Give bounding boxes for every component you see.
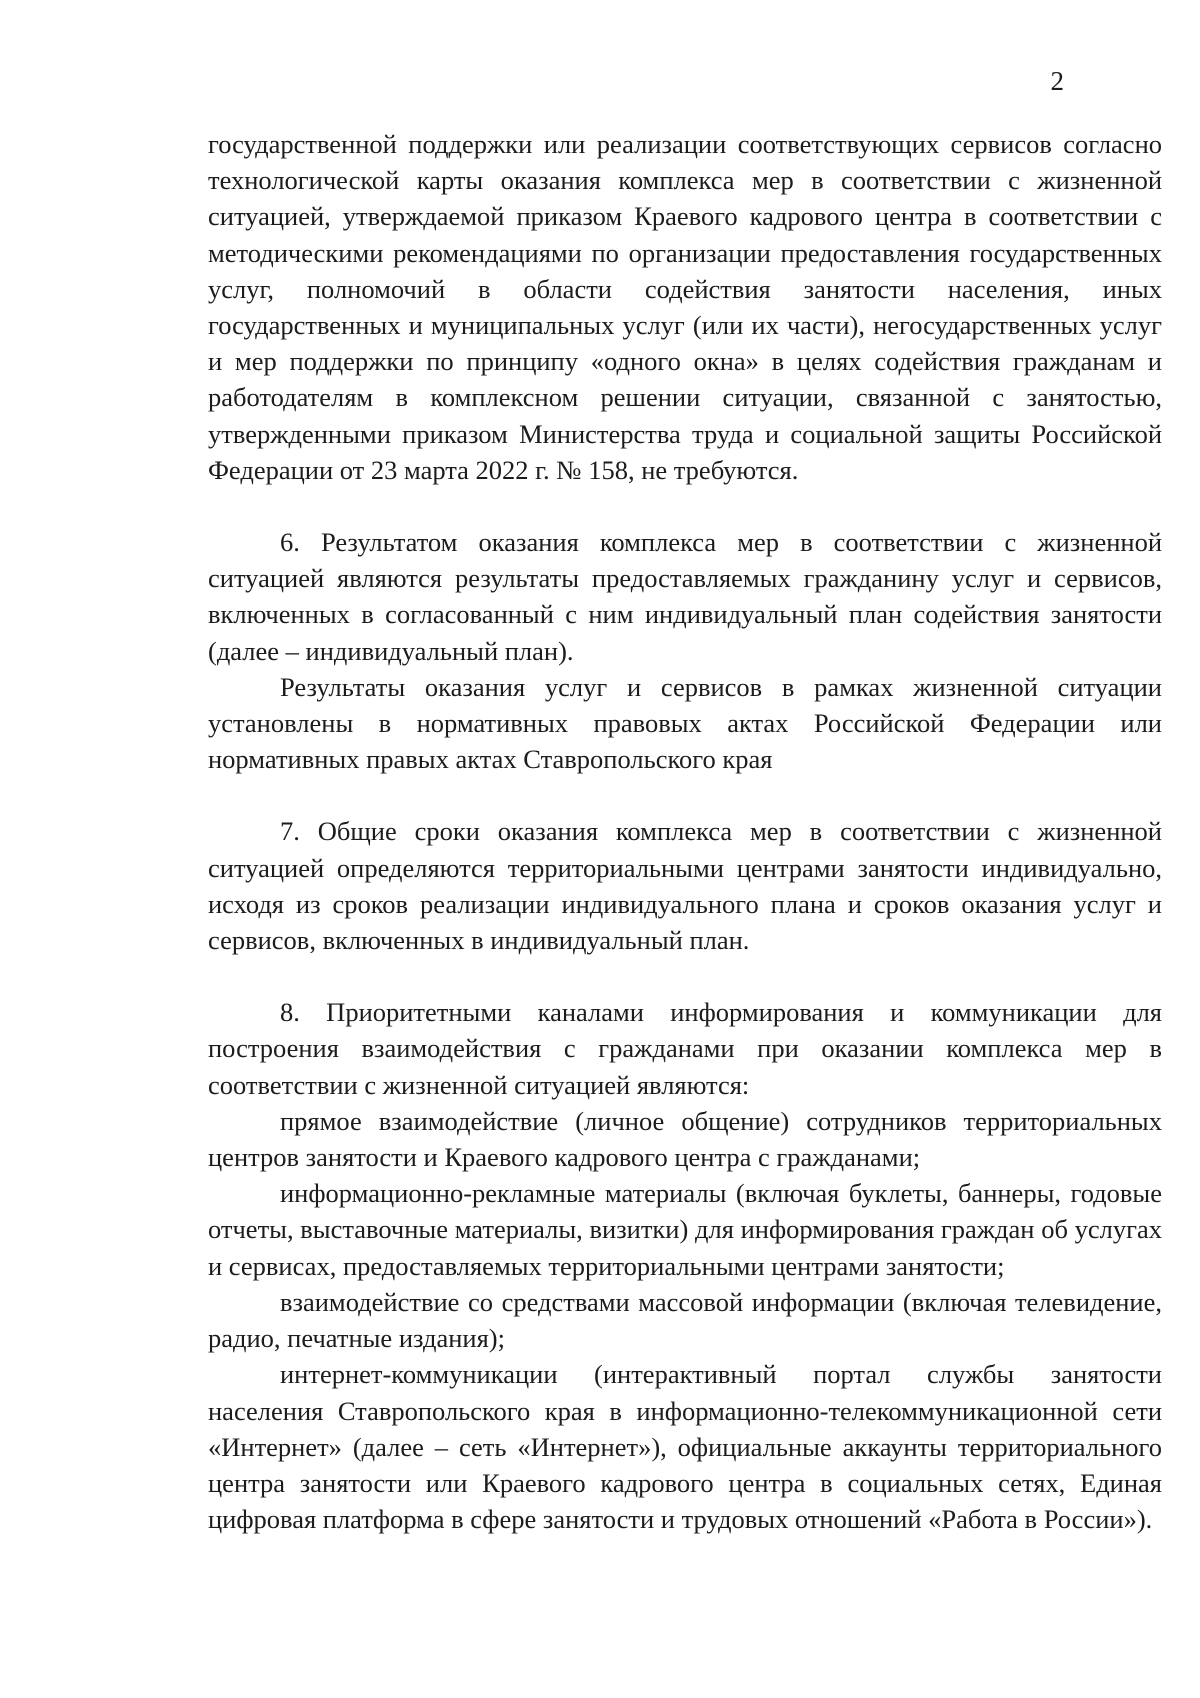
paragraph-item-6-results: Результаты оказания услуг и сервисов в рамках жизненной ситуации установлены в нормативных правовых актах Российской Федерации или нормативных правых актах Ставропольского края xyxy=(208,671,1162,775)
channel-advertising-materials: информационно-рекламные материалы (включая буклеты, баннеры, годовые отчеты, выставочные материалы, визитки) для информирования граждан об услугах и сервисах, предоставляемых территориальными центрами занятости; xyxy=(208,1178,1162,1281)
channel-mass-media: взаимодействие со средствами массовой информации (включая телевидение, радио, печатные издания); xyxy=(208,1286,1162,1354)
paragraph-continuation: государственной поддержки или реализации соответствующих сервисов согласно технологической карты оказания комплекса мер в соответствии с жизненной ситуацией, утверждаемой приказом Краевого кадрового центра в соответствии с методическими рекомендациями по организации предоставления государственных услуг, полномочий в области содействия занятости населения, иных государственных и муниципальных услуг (или их части), негосударственных услуг и мер поддержки по принципу «одного окна» в целях содействия гражданам и работодателям в комплексном решении ситуации, связанной с занятостью, утвержденными приказом Министерства труда и социальной защиты Российской Федерации от 23 марта 2022 г. № 158, не требуются. xyxy=(208,129,1162,485)
channel-internet-communications: интернет-коммуникации (интерактивный портал службы занятости населения Ставропольского края в информационно-телекоммуникационной сети «Интернет» (далее – сеть «Интернет»), официальные аккаунты территориального центра занятости или Краевого кадрового центра в социальных сетях, Единая цифровая платформа в сфере занятости и трудовых отношений «Работа в России»). xyxy=(208,1359,1162,1535)
paragraph-item-8: 8. Приоритетными каналами информирования и коммуникации для построения взаимодействия с гражданами при оказании комплекса мер в соответствии с жизненной ситуацией являются: xyxy=(208,997,1162,1100)
page-number: 2 xyxy=(1050,66,1064,96)
document-body xyxy=(208,126,1162,1537)
paragraph-item-6: 6. Результатом оказания комплекса мер в соответствии с жизненной ситуацией являются результаты предоставляемых гражданину услуг и сервисов, включенных в согласованный с ним индивидуальный план содействия занятости (далее – индивидуальный план). xyxy=(208,527,1162,666)
paragraph-item-7: 7. Общие сроки оказания комплекса мер в соответствии с жизненной ситуацией определяются территориальными центрами занятости индивидуально, исходя из сроков реализации индивидуального плана и сроков оказания услуг и сервисов, включенных в индивидуальный план. xyxy=(208,816,1162,956)
channel-direct-interaction: прямое взаимодействие (личное общение) сотрудников территориальных центров занятости и Краевого кадрового центра с гражданами; xyxy=(208,1105,1162,1173)
